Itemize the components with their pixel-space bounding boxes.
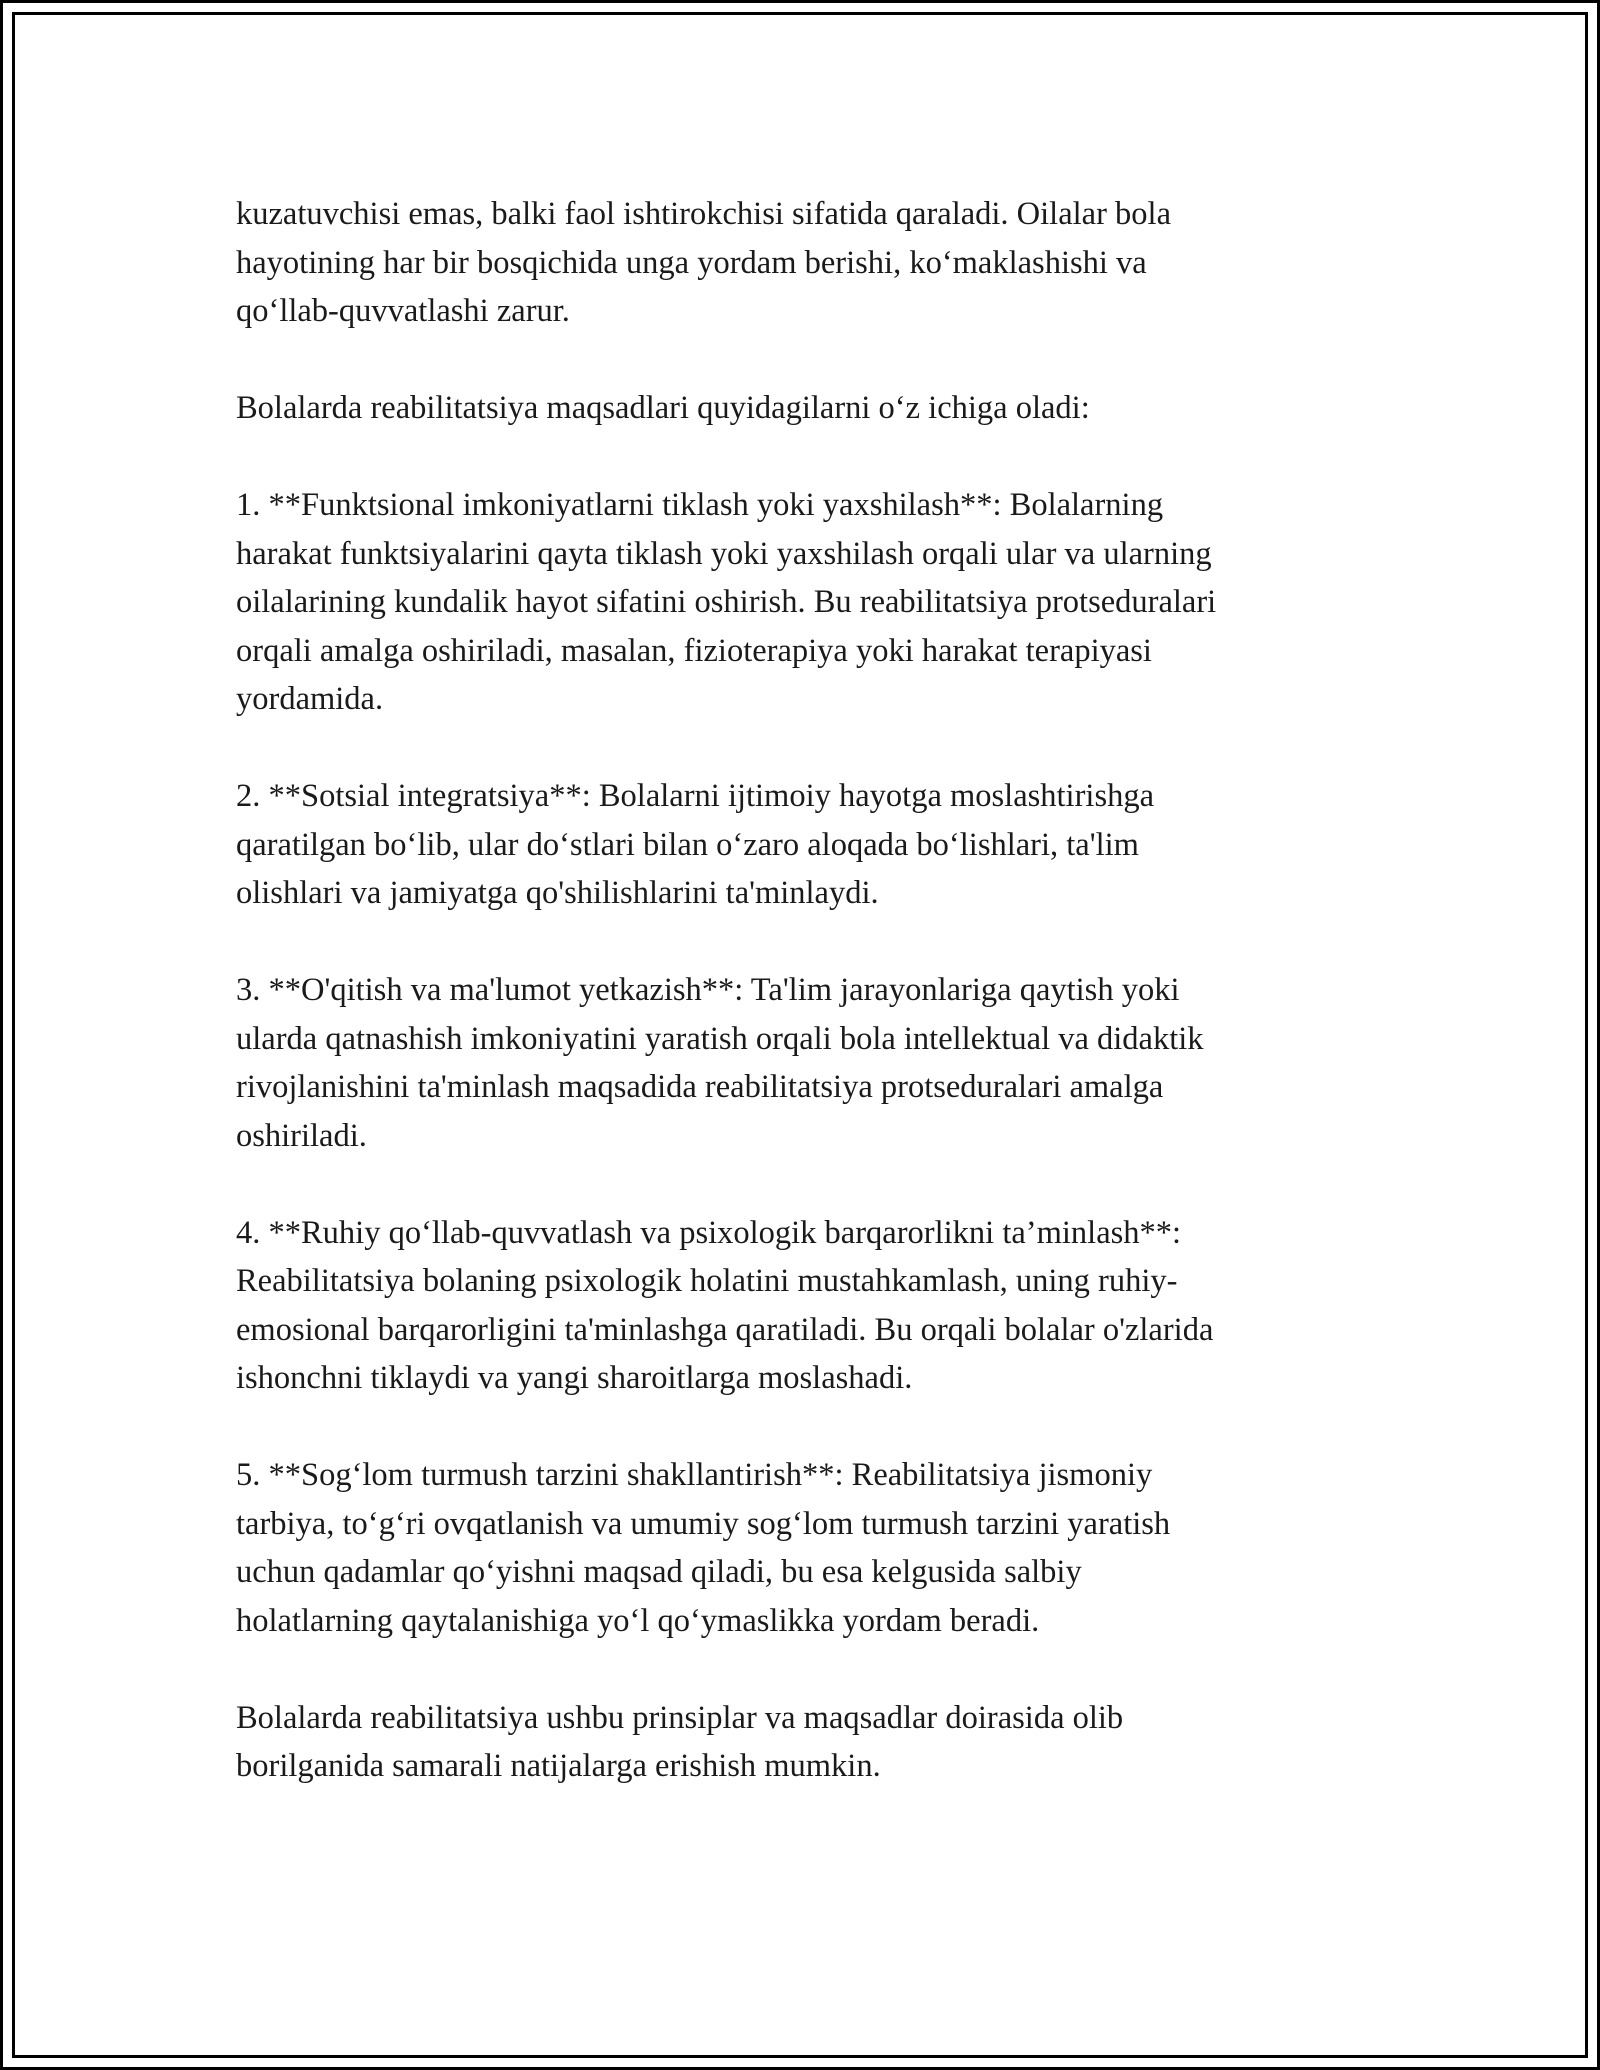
list-item-goal-5: 5. **Sogʻlom turmush tarzini shakllantirish**: Reabilitatsiya jismoniy tarbiya, toʻgʻri ovqatlanish va umumiy sogʻlom turmush tarzini yaratish uchun qadamlar qoʻyishni maqsad qiladi, bu esa kelgusida salbiy holatlarning qaytalanishiga yoʻl qoʻymaslikka yordam beradi. — [236, 1457, 1171, 1639]
paragraph-intro-continued: kuzatuvchisi emas, balki faol ishtirokchisi sifatida qaraladi. Oilalar bola hayotining har bir bosqichida unga yordam berishi, koʻmaklashishi va qoʻllab-quvvatlashi zarur. — [236, 196, 1171, 329]
paragraph-goals-heading: Bolalarda reabilitatsiya maqsadlari quyidagilarni oʻz ichiga oladi: — [236, 390, 1090, 426]
list-item-goal-4: 4. **Ruhiy qoʻllab-quvvatlash va psixologik barqarorlikni ta’minlash**: Reabilitatsiya bolaning psixologik holatini mustahkamlash, uning ruhiy- emosional barqarorligini ta'minlashga qaratiladi. Bu orqali bolalar o'zlarida ishonchni tiklaydi va yangi sharoitlarga moslashadi. — [236, 1214, 1214, 1396]
paragraph-conclusion: Bolalarda reabilitatsiya ushbu prinsiplar va maqsadlar doirasida olib borilganida samarali natijalarga erishish mumkin. — [236, 1699, 1124, 1784]
document-body — [236, 190, 1386, 1791]
list-item-goal-2: 2. **Sotsial integratsiya**: Bolalarni ijtimoiy hayotga moslashtirishga qaratilgan boʻlib, ular doʻstlari bilan oʻzaro aloqada boʻlishlari, ta'lim olishlari va jamiyatga qo'shilishlarini ta'minlaydi. — [236, 778, 1155, 911]
list-item-goal-1: 1. **Funktsional imkoniyatlarni tiklash yoki yaxshilash**: Bolalarning harakat funktsiyalarini qayta tiklash yoki yaxshilash orqali ular va ularning oilalarining kundalik hayot sifatini oshirish. Bu reabilitatsiya protseduralari orqali amalga oshiriladi, masalan, fizioterapiya yoki harakat terapiyasi yordamida. — [236, 487, 1217, 717]
list-item-goal-3: 3. **O'qitish va ma'lumot yetkazish**: Ta'lim jarayonlariga qaytish yoki ularda qatnashish imkoniyatini yaratish orqali bola intellektual va didaktik rivojlanishini ta'minlash maqsadida reabilitatsiya protseduralari amalga oshiriladi. — [236, 972, 1204, 1154]
